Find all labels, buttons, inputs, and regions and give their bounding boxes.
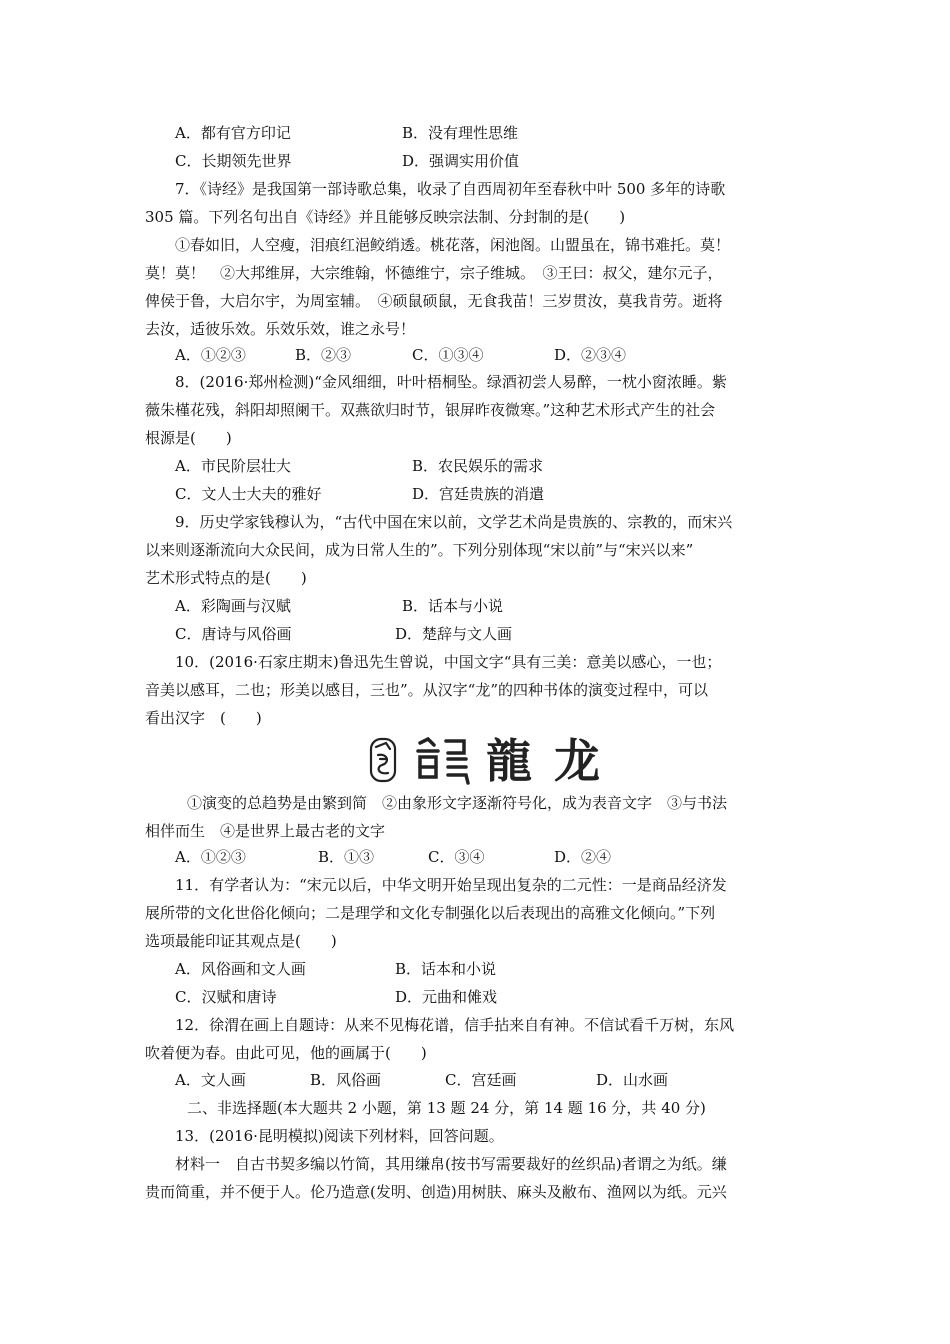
q10-option-c: C．③④	[428, 848, 485, 866]
q13-material-line-2: 贵而简重，并不便于人。伦乃造意(发明、创造)用树肤、麻头及敝布、渔网以为纸。元兴	[145, 1183, 727, 1201]
q10-item-line-1: ①演变的总趋势是由繁到简 ②由象形文字逐渐符号化，成为表音文字 ③与书法	[187, 794, 728, 812]
q7-stem-line-2: 305 篇。下列名句出自《诗经》并且能够反映宗法制、分封制的是( )	[145, 208, 626, 226]
seal-dragon-glyph	[418, 739, 468, 783]
q9-option-c: C．唐诗与风俗画	[175, 625, 292, 643]
q12-stem-line-1: 12．徐渭在画上自题诗：从来不见梅花谱，信手拈来自有神。不信试看千万树，东风	[175, 1016, 735, 1034]
q7-item-line-1: ①春如旧，人空瘦，泪痕红浥鲛绡透。桃花落，闲池阁。山盟虽在，锦书难托。莫！	[175, 236, 731, 254]
q10-option-a: A．①②③	[175, 848, 246, 866]
q6-option-c: C．长期领先世界	[175, 152, 292, 170]
q9-option-a: A．彩陶画与汉赋	[175, 597, 291, 615]
section-2-heading: 二、非选择题(本大题共 2 小题，第 13 题 24 分，第 14 题 16 分，共 40 分)	[187, 1099, 706, 1117]
q7-stem-line-1: 7．《诗经》是我国第一部诗歌总集，收录了自西周初年至春秋中叶 500 多年的诗歌	[175, 180, 726, 198]
oracle-dragon-glyph	[371, 739, 395, 781]
q11-stem-line-2: 展所带的文化世俗化倾向；二是理学和文化专制强化以后表现出的高雅文化倾向。”下列	[145, 904, 716, 922]
q11-option-a: A．风俗画和文人画	[175, 960, 306, 978]
q10-option-d: D．②④	[554, 848, 612, 866]
q8-option-c: C．文人士大夫的雅好	[175, 485, 322, 503]
q7-option-a: A．①②③	[175, 346, 246, 364]
q8-stem-line-1: 8．(2016·郑州检测)“金风细细，叶叶梧桐坠。绿酒初尝人易醉，一枕小窗浓睡。紫	[175, 373, 727, 391]
q9-option-b: B．话本与小说	[402, 597, 504, 615]
q11-option-c: C．汉赋和唐诗	[175, 988, 277, 1006]
q12-option-b: B．风俗画	[310, 1071, 382, 1089]
simplified-dragon-glyph: 龙	[554, 734, 600, 788]
q7-option-b: B．②③	[295, 346, 352, 364]
q10-option-b: B．①③	[318, 848, 375, 866]
q11-stem-line-3: 选项最能印证其观点是( )	[145, 932, 337, 950]
q9-stem-line-1: 9．历史学家钱穆认为，“古代中国在宋以前，文学艺术尚是贵族的、宗教的，而宋兴	[175, 513, 733, 531]
q12-stem-line-2: 吹着便为春。由此可见，他的画属于( )	[145, 1044, 427, 1062]
q10-stem-line-1: 10．(2016·石家庄期末)鲁迅先生曾说，中国文字“具有三美：意美以感心，一也；	[175, 653, 722, 671]
q8-stem-line-2: 薇朱槿花残，斜阳却照阑干。双燕欲归时节，银屏昨夜微寒。”这种艺术形式产生的社会	[145, 401, 716, 419]
q10-stem-line-3: 看出汉字 ( )	[145, 709, 262, 727]
q7-item-line-2: 莫！莫！ ②大邦维屏，大宗维翰，怀德维宁，宗子维城。 ③王曰：叔父，建尔元子，	[145, 264, 723, 282]
q8-option-d: D．宫廷贵族的消遣	[412, 485, 545, 503]
q11-option-b: B．话本和小说	[395, 960, 497, 978]
q6-option-a: A．都有官方印记	[175, 124, 291, 142]
q6-option-b: B．没有理性思维	[402, 124, 519, 142]
q9-option-d: D．楚辞与文人画	[395, 625, 513, 643]
q7-item-line-3: 俾侯于鲁，大启尔宇，为周室辅。 ④硕鼠硕鼠，无食我苗！三岁贯汝，莫我肯劳。逝将	[145, 292, 723, 310]
q9-stem-line-2: 以来则逐渐流向大众民间，成为日常人生的”。下列分别体现“宋以前”与“宋兴以来”	[145, 541, 694, 559]
q11-stem-line-1: 11．有学者认为：“宋元以后，中华文明开始呈现出复杂的二元性：一是商品经济发	[175, 876, 727, 894]
q13-material-line-1: 材料一 自古书契多编以竹简，其用缣帛(按书写需要裁好的丝织品)者谓之为纸。缣	[175, 1155, 727, 1173]
q13-stem: 13．(2016·昆明模拟)阅读下列材料，回答问题。	[175, 1127, 504, 1145]
q8-stem-line-3: 根源是( )	[145, 429, 232, 447]
q11-option-d: D．元曲和傩戏	[395, 988, 498, 1006]
q10-stem-line-2: 音美以感耳，二也；形美以感目，三也”。从汉字“龙”的四种书体的演变过程中，可以	[145, 681, 709, 699]
q8-option-b: B．农民娱乐的需求	[412, 457, 544, 475]
q7-item-line-4: 去汝，适彼乐效。乐效乐效，谁之永号！	[145, 320, 416, 338]
q9-stem-line-3: 艺术形式特点的是( )	[145, 569, 307, 587]
q7-option-d: D．②③④	[554, 346, 627, 364]
q12-option-a: A．文人画	[175, 1071, 246, 1089]
q10-item-line-2: 相伴而生 ④是世界上最古老的文字	[145, 822, 386, 840]
q6-option-d: D．强调实用价值	[402, 152, 520, 170]
q12-option-d: D．山水画	[596, 1071, 669, 1089]
traditional-dragon-glyph: 龍	[486, 734, 532, 788]
dragon-script-evolution-image	[368, 733, 618, 791]
q12-option-c: C．宫廷画	[445, 1071, 517, 1089]
q8-option-a: A．市民阶层壮大	[175, 457, 291, 475]
q7-option-c: C．①③④	[412, 346, 484, 364]
